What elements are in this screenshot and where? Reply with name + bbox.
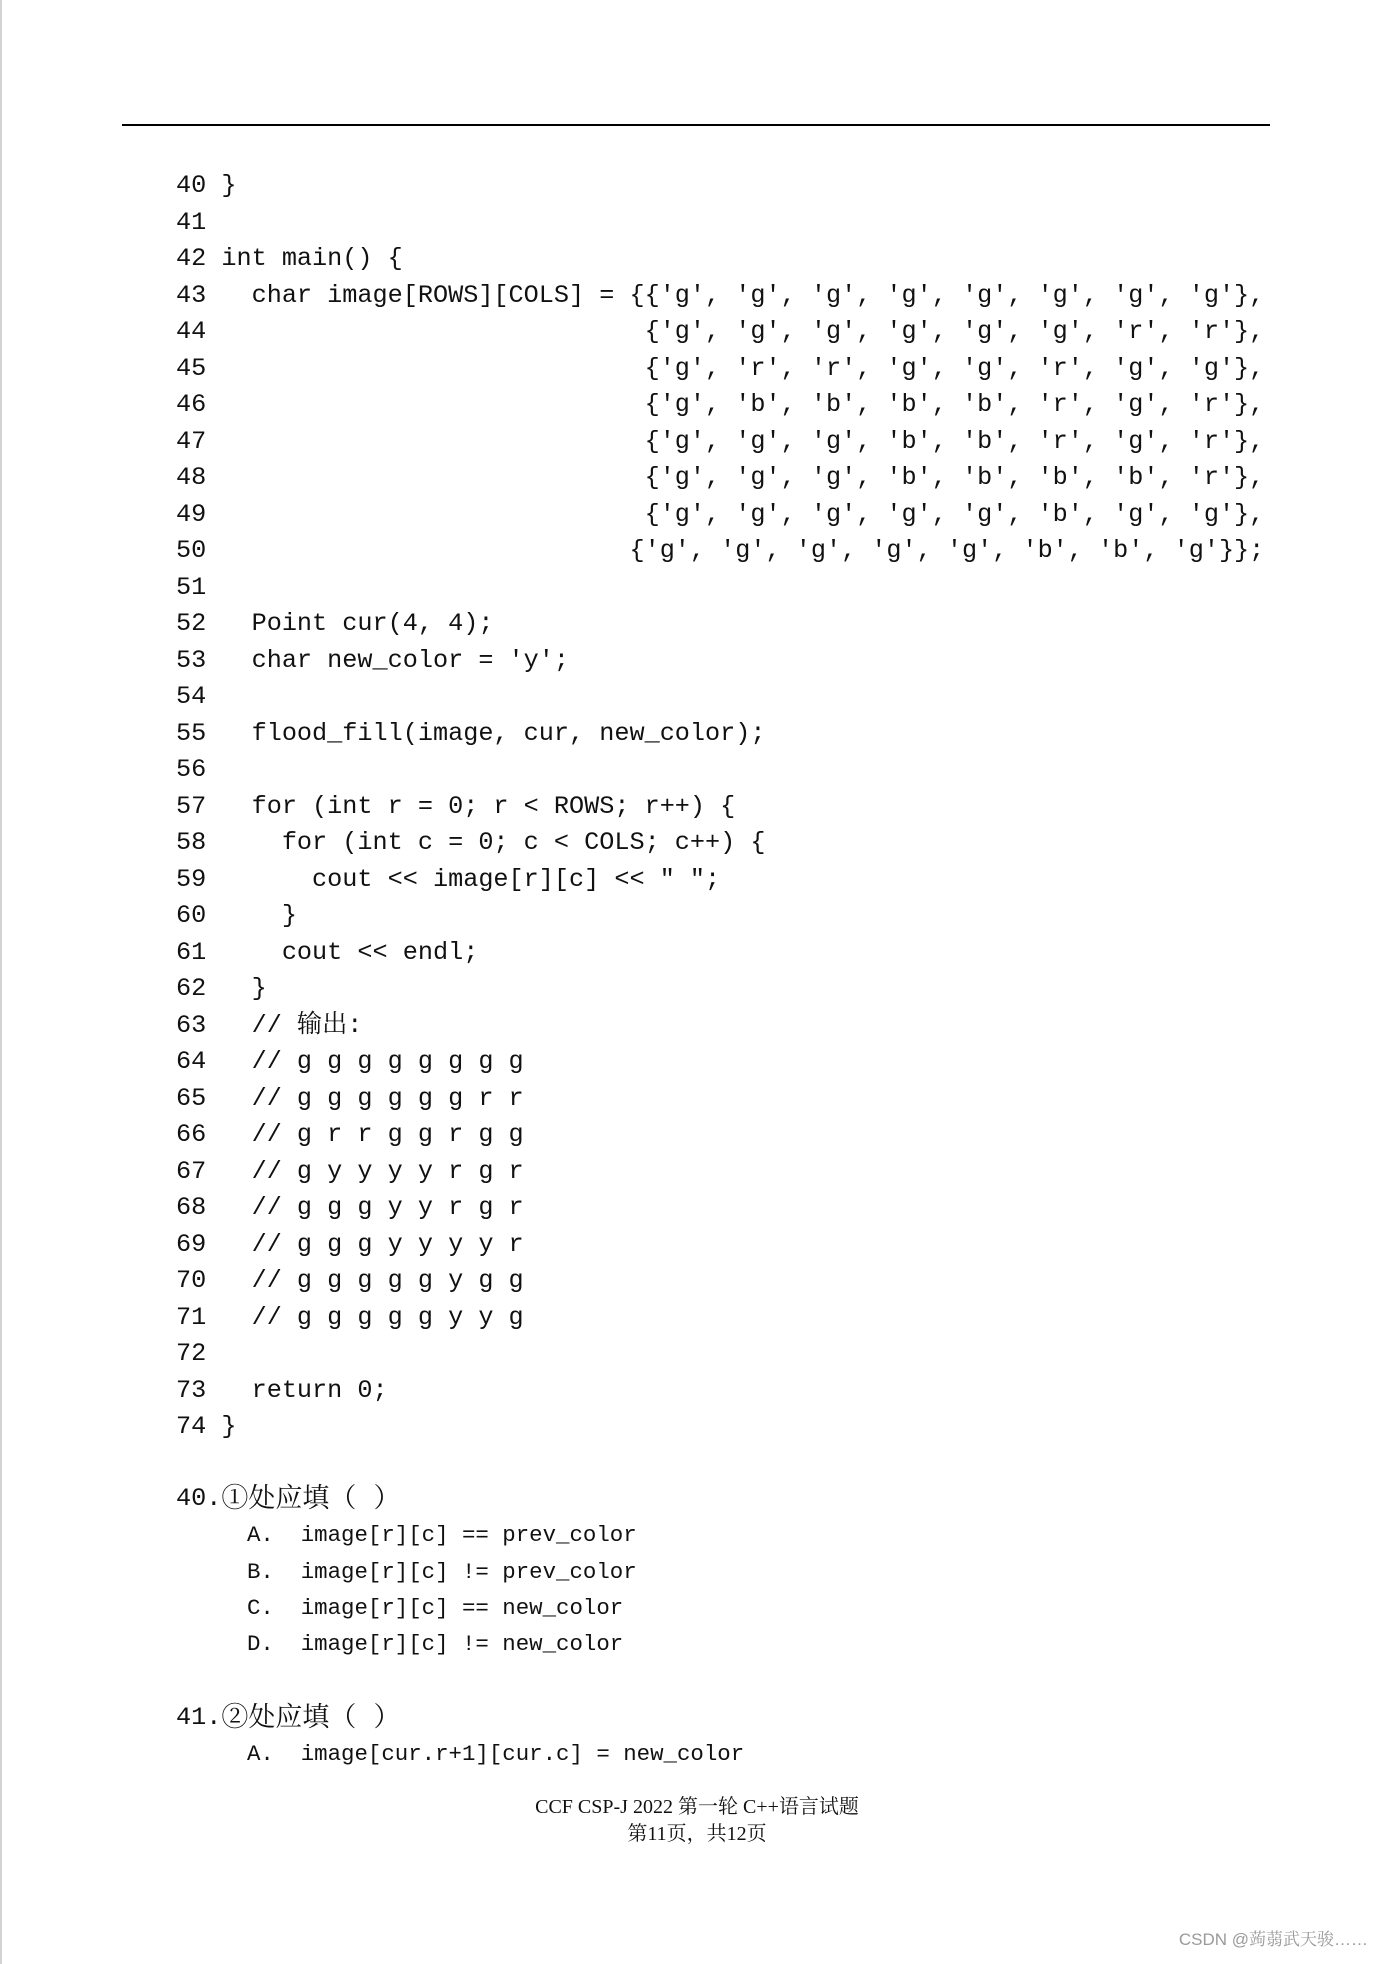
line-number: 66 bbox=[176, 1120, 207, 1149]
footer-page-number: 第11页，共12页 bbox=[627, 1823, 767, 1845]
option-a bbox=[176, 1517, 637, 1553]
line-number: 41 bbox=[176, 207, 207, 237]
line-number: 72 bbox=[176, 1339, 207, 1368]
code-line bbox=[176, 789, 1264, 826]
code-line bbox=[176, 1117, 1264, 1154]
line-number: 46 bbox=[176, 390, 207, 419]
code-text: int main() { bbox=[221, 244, 403, 273]
line-number: 64 bbox=[176, 1047, 207, 1076]
code-line bbox=[176, 1300, 1264, 1337]
option-text: image[r][c] != prev_color bbox=[300, 1558, 637, 1585]
code-text: {'g', 'g', 'g', 'g', 'g', 'g', 'r', 'r'}, bbox=[221, 317, 1265, 346]
code-line bbox=[176, 1044, 1264, 1081]
line-number: 61 bbox=[176, 937, 207, 967]
page-header-rule bbox=[122, 124, 1270, 126]
line-number: 55 bbox=[176, 718, 207, 748]
code-line bbox=[176, 862, 1264, 899]
code-line bbox=[176, 497, 1264, 534]
line-number: 59 bbox=[176, 864, 207, 894]
code-text: flood_fill(image, cur, new_color); bbox=[221, 718, 766, 748]
code-line bbox=[176, 1373, 1264, 1410]
code-line bbox=[176, 1409, 1264, 1446]
line-number: 62 bbox=[176, 974, 207, 1003]
option-text: image[r][c] != new_color bbox=[300, 1631, 624, 1657]
line-number: 74 bbox=[176, 1412, 207, 1441]
code-line bbox=[176, 825, 1264, 862]
code-text: {'g', 'g', 'g', 'b', 'b', 'r', 'g', 'r'}, bbox=[221, 426, 1265, 456]
line-number: 73 bbox=[176, 1375, 207, 1405]
code-line bbox=[176, 533, 1264, 570]
line-number: 53 bbox=[176, 645, 207, 675]
question-prompt: ①处应填（ ） bbox=[221, 1483, 401, 1514]
page-left-border bbox=[0, 0, 2, 1964]
code-line bbox=[176, 460, 1264, 497]
code-line bbox=[176, 1227, 1264, 1264]
option-letter: A. bbox=[247, 1522, 274, 1549]
code-text: char image[ROWS][COLS] = {{'g', 'g', 'g', 'g', 'g', 'g', 'g', 'g'}, bbox=[221, 280, 1265, 310]
question-prompt: ②处应填（ ） bbox=[221, 1702, 401, 1733]
option-text: image[r][c] == prev_color bbox=[300, 1522, 637, 1549]
question-number: 40. bbox=[176, 1484, 222, 1513]
option-letter: A. bbox=[247, 1741, 274, 1768]
code-text: } bbox=[221, 171, 237, 200]
line-number: 65 bbox=[176, 1083, 207, 1113]
line-number: 58 bbox=[176, 828, 207, 857]
code-comment: // g g g g g g g g bbox=[221, 1047, 524, 1076]
option-d bbox=[176, 1626, 637, 1662]
code-line bbox=[176, 679, 1264, 716]
code-line bbox=[176, 1008, 1264, 1045]
code-text: Point cur(4, 4); bbox=[221, 609, 494, 638]
code-line bbox=[176, 606, 1264, 643]
line-number: 69 bbox=[176, 1229, 207, 1259]
question-41 bbox=[176, 1700, 744, 1773]
line-number: 52 bbox=[176, 609, 207, 638]
code-line bbox=[176, 898, 1264, 935]
option-text: image[r][c] == new_color bbox=[300, 1594, 624, 1621]
watermark: CSDN @蒟蒻武天骏…… bbox=[1178, 1930, 1368, 1949]
option-letter: D. bbox=[247, 1631, 274, 1657]
option-c bbox=[176, 1590, 637, 1626]
code-line bbox=[176, 168, 1264, 205]
code-text: return 0; bbox=[221, 1375, 388, 1405]
question-heading bbox=[176, 1700, 744, 1736]
code-line bbox=[176, 971, 1264, 1008]
code-text: } bbox=[221, 974, 267, 1003]
code-text: for (int r = 0; r < ROWS; r++) { bbox=[221, 791, 736, 821]
line-number: 63 bbox=[176, 1010, 207, 1040]
code-listing bbox=[176, 168, 1264, 1446]
code-text: } bbox=[221, 901, 297, 930]
line-number: 57 bbox=[176, 791, 207, 821]
line-number: 51 bbox=[176, 572, 207, 602]
question-heading bbox=[176, 1481, 637, 1517]
line-number: 50 bbox=[176, 536, 207, 565]
code-comment: // g g g g g g r r bbox=[221, 1083, 524, 1113]
line-number: 68 bbox=[176, 1193, 207, 1222]
line-number: 71 bbox=[176, 1302, 207, 1332]
code-text: {'g', 'g', 'g', 'g', 'g', 'b', 'g', 'g'}, bbox=[221, 499, 1265, 529]
code-line bbox=[176, 935, 1264, 972]
code-text: {'g', 'g', 'g', 'b', 'b', 'b', 'b', 'r'}, bbox=[221, 463, 1265, 492]
code-line bbox=[176, 716, 1264, 753]
code-line bbox=[176, 241, 1264, 278]
code-line bbox=[176, 351, 1264, 388]
line-number: 43 bbox=[176, 280, 207, 310]
code-line bbox=[176, 314, 1264, 351]
code-comment: // g y y y y r g r bbox=[221, 1156, 524, 1186]
line-number: 67 bbox=[176, 1156, 207, 1186]
code-line bbox=[176, 387, 1264, 424]
line-number: 42 bbox=[176, 244, 207, 273]
code-text: cout << image[r][c] << " "; bbox=[221, 864, 721, 894]
option-letter: B. bbox=[247, 1558, 274, 1585]
code-text: for (int c = 0; c < COLS; c++) { bbox=[221, 828, 766, 857]
question-40 bbox=[176, 1481, 637, 1662]
line-number: 70 bbox=[176, 1266, 207, 1295]
line-number: 60 bbox=[176, 901, 207, 930]
code-line bbox=[176, 643, 1264, 680]
code-comment: // g r r g g r g g bbox=[221, 1120, 524, 1149]
line-number: 44 bbox=[176, 317, 207, 346]
code-line bbox=[176, 1081, 1264, 1118]
code-text: char new_color = 'y'; bbox=[221, 645, 570, 675]
option-text: image[cur.r+1][cur.c] = new_color bbox=[300, 1741, 745, 1768]
line-number: 45 bbox=[176, 353, 207, 383]
code-comment: // g g g g g y g g bbox=[221, 1266, 524, 1295]
code-text: {'g', 'r', 'r', 'g', 'g', 'r', 'g', 'g'}, bbox=[221, 353, 1265, 383]
code-comment: // g g g y y y y r bbox=[221, 1229, 524, 1259]
line-number: 56 bbox=[176, 755, 207, 784]
option-b bbox=[176, 1554, 637, 1590]
code-line bbox=[176, 424, 1264, 461]
code-line bbox=[176, 1190, 1264, 1227]
code-line bbox=[176, 752, 1264, 789]
code-text: {'g', 'b', 'b', 'b', 'b', 'r', 'g', 'r'}, bbox=[221, 390, 1265, 419]
code-comment: // g g g y y r g r bbox=[221, 1193, 524, 1222]
option-a bbox=[176, 1736, 744, 1772]
footer-title: CCF CSP-J 2022 第一轮 C++语言试题 bbox=[535, 1796, 859, 1818]
code-line bbox=[176, 1154, 1264, 1191]
code-text: {'g', 'g', 'g', 'g', 'g', 'b', 'b', 'g'}}; bbox=[221, 536, 1265, 565]
code-line bbox=[176, 1336, 1264, 1373]
code-line bbox=[176, 278, 1264, 315]
line-number: 47 bbox=[176, 426, 207, 456]
line-number: 40 bbox=[176, 171, 207, 200]
code-comment: // g g g g g y y g bbox=[221, 1302, 524, 1332]
code-text: } bbox=[221, 1412, 237, 1441]
question-number: 41. bbox=[176, 1703, 222, 1732]
code-line bbox=[176, 1263, 1264, 1300]
option-letter: C. bbox=[247, 1594, 274, 1621]
code-line bbox=[176, 570, 1264, 607]
line-number: 54 bbox=[176, 682, 207, 711]
code-line bbox=[176, 205, 1264, 242]
line-number: 49 bbox=[176, 499, 207, 529]
code-comment: // 输出: bbox=[221, 1010, 363, 1040]
line-number: 48 bbox=[176, 463, 207, 492]
code-text: cout << endl; bbox=[221, 937, 479, 967]
